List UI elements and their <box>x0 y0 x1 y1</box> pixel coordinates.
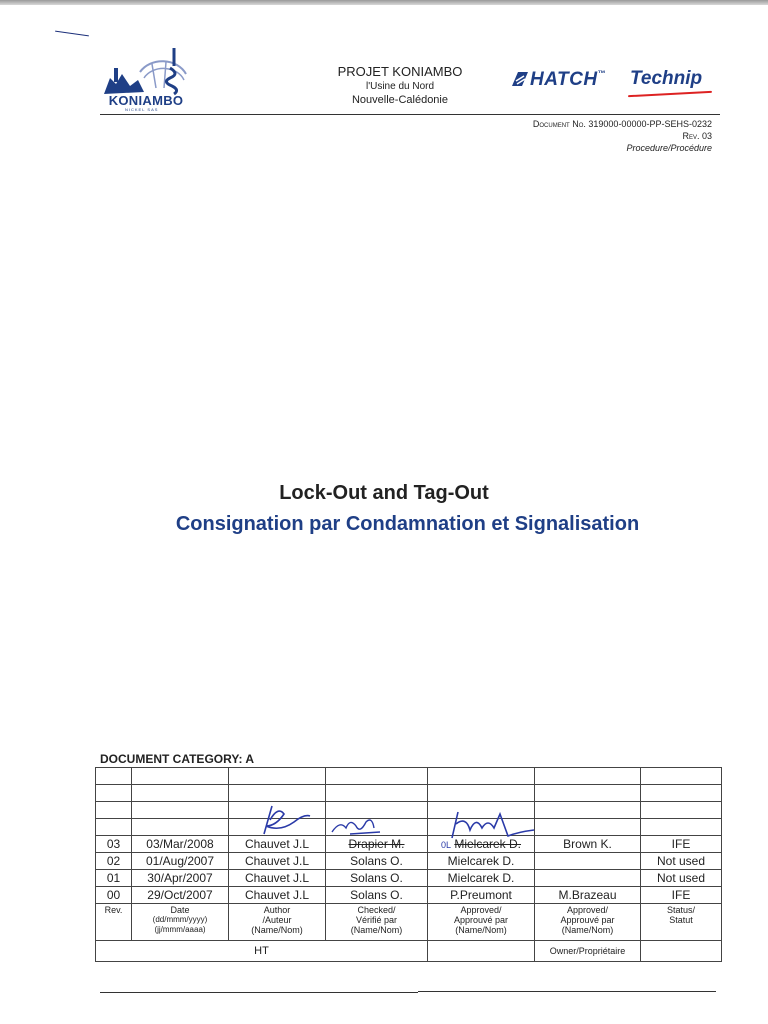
cell-date: 01/Aug/2007 <box>132 853 229 870</box>
koniambo-logo-text: KONIAMBO <box>108 93 184 108</box>
technip-underline <box>628 91 712 97</box>
header-approved1-line3: (Name/Nom) <box>455 925 507 935</box>
hatch-trademark: ™ <box>597 69 607 78</box>
cell-approved1: P.Preumont <box>428 887 535 904</box>
approver-signature <box>448 806 536 840</box>
table-row-blank <box>96 802 722 819</box>
cell-date: 29/Oct/2007 <box>132 887 229 904</box>
header-author-line2: /Auteur <box>262 915 292 925</box>
hatch-mark-icon <box>512 72 528 86</box>
revision-prefix: 0L <box>440 840 451 850</box>
author-signature <box>250 800 312 836</box>
cell-author: Chauvet J.L <box>229 836 326 853</box>
cell-rev: 03 <box>96 836 132 853</box>
cell-date: 30/Apr/2007 <box>132 870 229 887</box>
cell-approved2 <box>535 853 641 870</box>
table-row-blank <box>96 768 722 785</box>
header-approved1-line2: Approuvé par <box>453 915 509 925</box>
header-date-format-en: (dd/mmm/yyyy) <box>152 915 208 924</box>
document-type: Procedure/Procédure <box>626 143 712 153</box>
header-author <box>229 904 326 941</box>
cell-approved2 <box>535 870 641 887</box>
table-row <box>96 887 722 904</box>
project-title: PROJET KONIAMBO <box>337 64 463 79</box>
header-approved2-line3: (Name/Nom) <box>561 925 614 935</box>
pen-mark <box>55 31 89 37</box>
project-site: l'Usine du Nord <box>365 81 435 92</box>
table-row <box>96 836 722 853</box>
header-author-line3: (Name/Nom) <box>251 925 303 935</box>
hatch-logo <box>512 69 606 91</box>
header-author-line1: Author <box>263 905 291 915</box>
cell-rev: 02 <box>96 853 132 870</box>
cell-date: 03/Mar/2008 <box>132 836 229 853</box>
footer-divider-right <box>418 991 716 992</box>
header-rev: Rev. <box>96 904 132 941</box>
cell-approved1: Mielcarek D. <box>428 870 535 887</box>
header-approved1-line1: Approved/ <box>460 905 502 915</box>
koniambo-logo-subtext: NICKEL SAS <box>125 107 159 112</box>
revision-label: Rev. <box>682 131 700 141</box>
checker-signature <box>330 812 392 840</box>
cell-rev: 01 <box>96 870 132 887</box>
header-checked <box>326 904 428 941</box>
checked-name: Drapier M. <box>348 837 405 851</box>
document-category: DOCUMENT CATEGORY: A <box>100 752 254 766</box>
project-region: Nouvelle-Calédonie <box>351 94 448 106</box>
header-checked-line1: Checked/ <box>357 905 396 915</box>
cell-author: Chauvet J.L <box>229 870 326 887</box>
footer-divider-left <box>100 992 418 993</box>
header-status <box>641 904 722 941</box>
cell-author: Chauvet J.L <box>229 853 326 870</box>
header-date <box>132 904 229 941</box>
revision-number: 03 <box>701 131 712 141</box>
header-status-line2: Statut <box>669 915 693 925</box>
header-divider <box>100 114 720 115</box>
cell-approved1: Mielcarek D. <box>428 853 535 870</box>
doc-number: 319000-00000-PP-SEHS-0232 <box>588 119 712 129</box>
document-title-french: Consignation par Condamnation et Signalisation <box>175 513 640 535</box>
cell-approved2: Brown K. <box>535 836 641 853</box>
owner-value: HT <box>96 941 428 962</box>
cell-author: Chauvet J.L <box>229 887 326 904</box>
owner-label: Owner/Propriétaire <box>535 941 641 962</box>
table-header-row <box>96 904 722 941</box>
project-block <box>310 64 490 106</box>
scan-top-edge <box>0 0 768 5</box>
table-row <box>96 853 722 870</box>
header-approved1 <box>428 904 535 941</box>
cell-checked: Solans O. <box>326 853 428 870</box>
table-row-blank <box>96 785 722 802</box>
header-date-format-fr: (jj/mmm/aaaa) <box>154 925 206 934</box>
owner-blank <box>641 941 722 962</box>
cell-approved2: M.Brazeau <box>535 887 641 904</box>
header-status-line1: Status/ <box>666 905 695 915</box>
table-row-blank <box>96 819 722 836</box>
doc-number-label: Document No. <box>532 119 586 129</box>
cell-checked: Solans O. <box>326 887 428 904</box>
header-approved2 <box>535 904 641 941</box>
cell-status: Not used <box>641 853 722 870</box>
document-title-english: Lock-Out and Tag-Out <box>279 482 489 504</box>
owner-row <box>96 941 722 962</box>
header-date-label: Date <box>170 905 190 915</box>
cell-status: Not used <box>641 870 722 887</box>
cell-status: IFE <box>641 836 722 853</box>
cell-checked: Solans O. <box>326 870 428 887</box>
hatch-text: HATCH <box>530 69 598 90</box>
cell-status: IFE <box>641 887 722 904</box>
header-checked-line3: (Name/Nom) <box>350 925 403 935</box>
header-approved2-line2: Approuvé par <box>560 915 615 925</box>
approved-name: Mielcarek D. <box>454 837 522 851</box>
owner-spacer <box>428 941 535 962</box>
table-row <box>96 870 722 887</box>
document-meta <box>533 118 712 154</box>
revision-table <box>95 767 722 962</box>
header-approved2-line1: Approved/ <box>566 905 609 915</box>
technip-logo: Technip <box>630 68 703 89</box>
header-checked-line2: Vérifié par <box>355 915 398 925</box>
cell-rev: 00 <box>96 887 132 904</box>
